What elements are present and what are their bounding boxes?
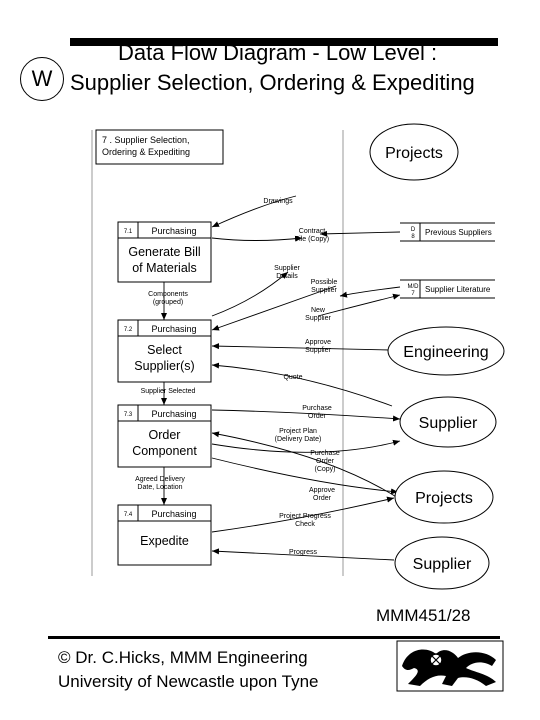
flow-label-purchase-order: Purchase Order	[302, 405, 332, 420]
process-owner: Purchasing	[151, 324, 197, 334]
page-title-line-2: Supplier Selection, Ordering & Expediting	[70, 70, 475, 95]
flow-label-approve-order: Approve Order	[308, 487, 336, 502]
data-flow-arrow	[212, 458, 398, 492]
data-flow-arrow	[212, 346, 390, 350]
flow-label-components-grouped: Components (grouped)	[148, 291, 188, 306]
flow-label-quote: Quote	[283, 374, 303, 381]
flow-label-possible-supplier: Possible Supplier	[310, 279, 338, 294]
lion-crest-icon	[396, 640, 504, 692]
process-id: 7.1	[123, 229, 133, 235]
data-flow-arrow	[340, 287, 400, 296]
process-id: 7.3	[123, 412, 133, 418]
flow-label-contract-file: Contract File (Copy)	[294, 228, 330, 243]
data-flow-arrow	[318, 295, 400, 316]
flow-label-drawings: Drawings	[263, 198, 293, 205]
data-flow-arrow	[212, 238, 302, 241]
process-name: Generate Bill of Materials	[128, 245, 201, 275]
data-flow-arrow	[212, 365, 392, 406]
process-name: Order Component	[132, 428, 197, 458]
flow-label-project-plan: Project Plan (Delivery Date)	[274, 428, 322, 443]
data-store-name: Supplier Literature	[425, 285, 491, 294]
process-id: 7.4	[123, 512, 133, 518]
flow-label-supplier-details: Supplier Details	[274, 265, 300, 280]
university-logo-w: W	[20, 57, 64, 101]
data-store-name: Previous Suppliers	[425, 228, 492, 237]
data-store-id: M/D 7	[407, 284, 419, 297]
external-entity-label: Engineering	[403, 344, 489, 361]
flow-label-project-progress-check: Project Progress Check	[279, 513, 331, 528]
flow-label-progress: Progress	[288, 549, 318, 556]
external-entity-label: Supplier	[418, 415, 478, 432]
external-entity-label: Supplier	[412, 556, 472, 573]
slide-number: MMM451/28	[376, 606, 471, 625]
process-name: Expedite	[140, 534, 189, 548]
flow-label-approve-supplier: Approve Supplier	[304, 339, 332, 354]
university-text: University of Newcastle upon Tyne	[58, 672, 319, 691]
data-flow-arrow	[320, 232, 400, 234]
flow-label-new-supplier: New Supplier	[305, 307, 331, 322]
process-owner: Purchasing	[151, 226, 197, 236]
flow-label-supplier-selected: Supplier Selected	[140, 388, 196, 395]
process-id: 7.2	[123, 327, 133, 333]
data-store-id: D 8	[410, 227, 416, 240]
flow-label-agreed-delivery: Agreed Delivery Date, Location	[135, 476, 185, 491]
copyright-text: © Dr. C.Hicks, MMM Engineering	[58, 648, 308, 667]
external-entity-label: Projects	[385, 145, 443, 162]
external-entity-label: Projects	[415, 490, 473, 507]
page-title-line-1: Data Flow Diagram - Low Level :	[118, 40, 438, 65]
process-header-text: 7 . Supplier Selection, Ordering & Expediting	[102, 135, 191, 157]
footer-rule	[48, 636, 500, 639]
process-owner: Purchasing	[151, 509, 197, 519]
process-owner: Purchasing	[151, 409, 197, 419]
process-name: Select Supplier(s)	[134, 343, 195, 373]
flow-label-purchase-order-copy: Purchase Order (Copy)	[310, 450, 340, 473]
